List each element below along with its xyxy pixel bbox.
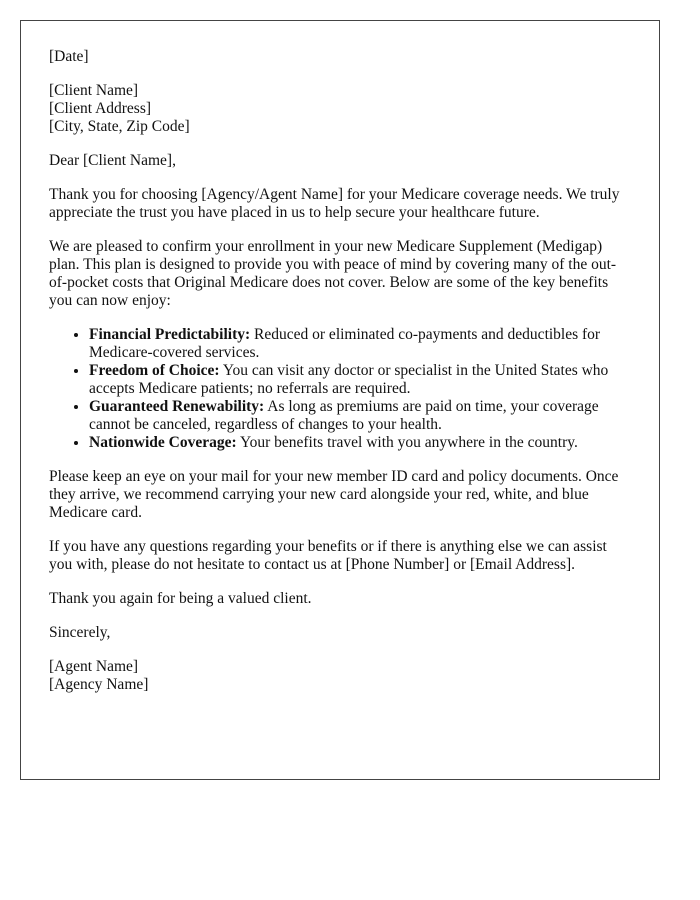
benefit-term: Financial Predictability: (89, 326, 251, 343)
letter-date: [Date] (49, 48, 89, 65)
benefit-term: Freedom of Choice: (89, 362, 220, 379)
salutation: Dear [Client Name], (49, 152, 176, 169)
agent-name: [Agent Name] (49, 658, 139, 675)
benefit-text: As long as premiums are paid on time, your coverage cannot be canceled, regardless of changes to your health. (89, 398, 599, 433)
benefit-text: Reduced or eliminated co-payments and deductibles for Medicare-covered services. (89, 326, 601, 361)
recipient-address-block (49, 82, 631, 136)
enrollment-paragraph: We are pleased to confirm your enrollment in your new Medicare Supplement (Medigap) plan. This plan is designed to provide you with peace of mind by covering many of the out-of-pocket costs that Original Medicare does not cover. Below are some of the key benefits you can now enjoy: (49, 238, 617, 309)
intro-paragraph: Thank you for choosing [Agency/Agent Name] for your Medicare coverage needs. We truly appreciate the trust you have placed in us to help secure your healthcare future. (49, 186, 620, 221)
letter-page (20, 20, 660, 780)
agency-name: [Agency Name] (49, 676, 149, 693)
benefit-item (89, 326, 631, 362)
benefits-list (49, 326, 631, 452)
benefit-item (89, 434, 631, 452)
thank-you-paragraph: Thank you again for being a valued client. (49, 590, 312, 607)
benefit-item (89, 398, 631, 434)
benefit-term: Guaranteed Renewability: (89, 398, 265, 415)
recipient-name: [Client Name] (49, 82, 139, 99)
benefit-text: Your benefits travel with you anywhere in the country. (236, 434, 578, 451)
contact-paragraph: If you have any questions regarding your benefits or if there is anything else we can assist you with, please do not hesitate to contact us at [Phone Number] or [Email Address]. (49, 538, 607, 573)
recipient-city-state-zip: [City, State, Zip Code] (49, 118, 190, 135)
signature-block (49, 658, 631, 694)
benefit-text: You can visit any doctor or specialist in the United States who accepts Medicare patients; no referrals are required. (89, 362, 609, 397)
id-card-paragraph: Please keep an eye on your mail for your new member ID card and policy documents. Once they arrive, we recommend carrying your new card alongside your red, white, and blue Medicare card. (49, 468, 619, 521)
closing: Sincerely, (49, 624, 111, 641)
benefit-item (89, 362, 631, 398)
recipient-address: [Client Address] (49, 100, 152, 117)
benefit-term: Nationwide Coverage: (89, 434, 237, 451)
